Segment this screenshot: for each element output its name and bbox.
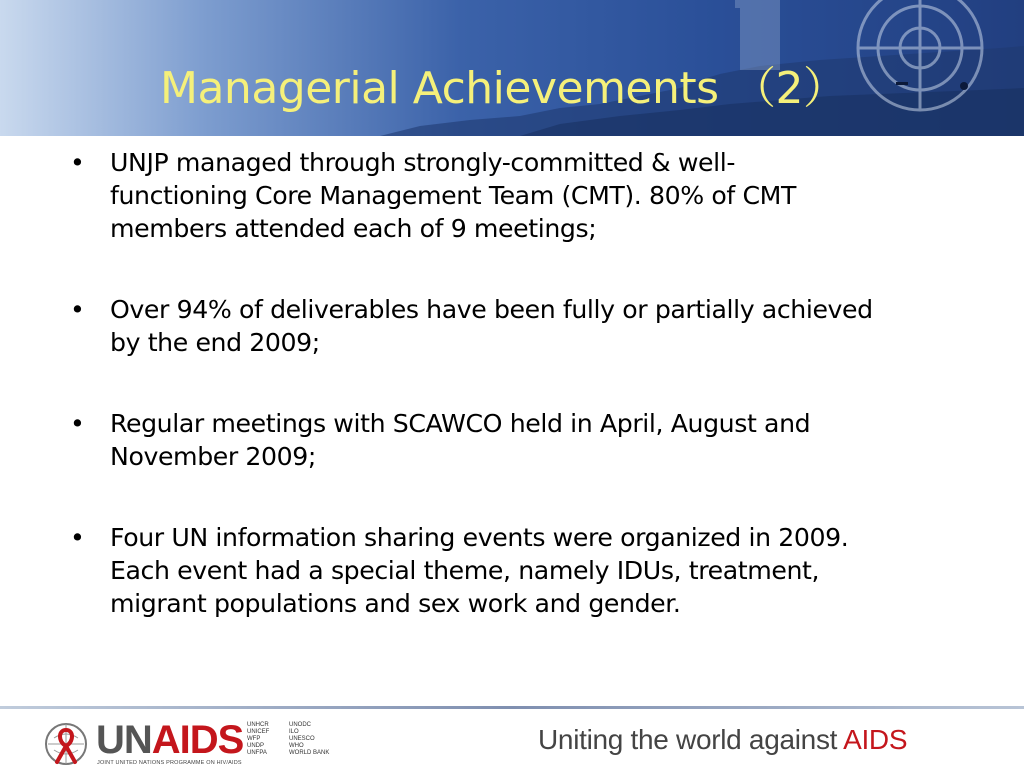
bullet-marker: • — [70, 148, 85, 177]
tagline-accent: AIDS — [843, 724, 908, 755]
cosponsor-name: UNDP — [247, 743, 265, 749]
logo-aids-text: AIDS — [151, 718, 244, 762]
bullet-text: UNJP managed through strongly-committed & well- functioning Core Management Team (CMT). 80% of CMT members attended each of 9 meetings; — [110, 148, 796, 243]
slide-footer — [0, 710, 1024, 768]
cosponsor-name: UNFPA — [247, 750, 267, 756]
logo-un-text: UN — [96, 718, 152, 762]
bullet-item — [70, 521, 970, 620]
slide-title: Managerial Achievements （2） — [160, 63, 847, 114]
cosponsor-name: ILO — [289, 729, 299, 735]
bullet-marker: • — [70, 409, 85, 438]
cosponsor-name: WHO — [289, 743, 304, 749]
logo-subtitle: JOINT UNITED NATIONS PROGRAMME ON HIV/AIDS — [97, 760, 242, 766]
slide-header — [0, 0, 1024, 136]
bullet-item — [70, 293, 970, 359]
cosponsor-name: UNHCR — [247, 722, 269, 728]
unaids-logo-text — [96, 718, 243, 763]
cosponsor-name: UNICEF — [247, 729, 270, 735]
footer-tagline — [538, 724, 907, 756]
bullet-item — [70, 407, 970, 473]
bullet-text: Over 94% of deliverables have been fully or partially achieved by the end 2009; — [110, 295, 873, 357]
bullet-marker: • — [70, 523, 85, 552]
bullet-list — [70, 146, 970, 668]
cosponsor-list — [247, 722, 331, 757]
bullet-marker: • — [70, 295, 85, 324]
bullet-item — [70, 146, 970, 245]
tagline-main: Uniting the world against — [538, 724, 844, 755]
cosponsor-name: WFP — [247, 736, 261, 742]
cosponsor-name: UNODC — [289, 722, 311, 728]
bullet-text: Four UN information sharing events were organized in 2009. Each event had a special theme, namely IDUs, treatment, migrant populations and sex work and gender. — [110, 523, 849, 618]
red-ribbon-globe-icon — [42, 720, 90, 768]
bullet-text: Regular meetings with SCAWCO held in April, August and November 2009; — [110, 409, 811, 471]
cosponsor-name: WORLD BANK — [289, 750, 330, 756]
cosponsor-name: UNESCO — [289, 736, 315, 742]
footer-divider — [0, 706, 1024, 709]
